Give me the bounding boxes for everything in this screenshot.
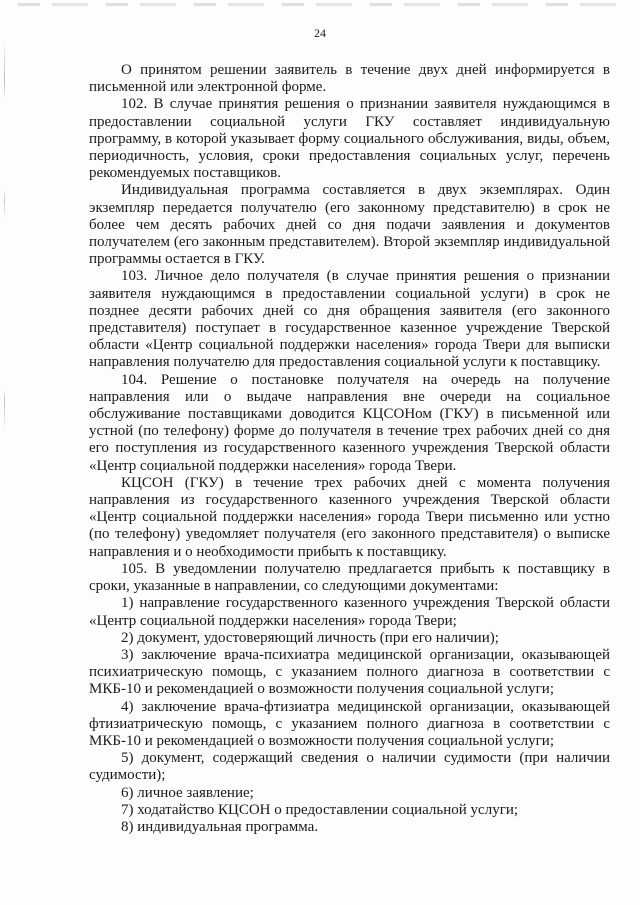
paragraph: КЦСОН (ГКУ) в течение трех рабочих дней с момента получения направления из государственного казенного учреждения Тверской области «Центр социальной поддержки населения» города Твери письменно или устно (по телефону) уведомляет получателя (его законного представителя) о выписке направления и о необходимости прибыть к поставщику. bbox=[89, 474, 610, 560]
paragraph: О принятом решении заявитель в течение двух дней информируется в письменной или электронной форме. bbox=[89, 62, 610, 96]
list-item: 7) ходатайство КЦСОН о предоставлении социальной услуги; bbox=[121, 801, 519, 818]
paragraph: 103. Личное дело получателя (в случае принятия решения о признании заявителя нуждающимся в предоставлении социальной услуги) в срок не позднее десяти рабочих дней со дня обращения заявителя (его законного представителя) поступает в государственное казенное учреждение Тверской области «Центр социальной поддержки населения» города Твери для выписки направления получателю для предоставления социальной услуги к поставщику. bbox=[89, 268, 610, 371]
paragraph: 104. Решение о постановке получателя на очередь на получение направления или о выдаче направления вне очереди на социальное обслуживание поставщиками доводится КЦСОНом (ГКУ) в письменной или устной (по телефону) форме до получателя в течение трех рабочих дней со дня его поступления из государственного казенного учреждения Тверской области «Центр социальной поддержки населения» города Твери. bbox=[89, 371, 610, 474]
paragraph: 102. В случае принятия решения о признании заявителя нуждающимся в предоставлении социальной услуги ГКУ составляет индивидуальную программу, в которой указывает форму социального обслуживания, виды, объем, периодичность, условия, сроки предоставления социальных услуг, перечень рекомендуемых поставщиков. bbox=[89, 96, 610, 182]
paragraph: Индивидуальная программа составляется в двух экземплярах. Один экземпляр передается получателю (его законному представителю) в срок не более чем десять рабочих дней со дня подачи заявления и документов получателем (его законным представителем). Второй экземпляр индивидуальной программы остается в ГКУ. bbox=[89, 182, 610, 268]
page-number: 24 bbox=[314, 26, 326, 40]
list-item: 5) документ, содержащий сведения о наличии судимости (при наличии судимости); bbox=[89, 750, 610, 784]
list-item: 6) личное заявление; bbox=[121, 784, 254, 801]
document-body bbox=[89, 62, 610, 836]
paragraph: 105. В уведомлении получателю предлагается прибыть к поставщику в сроки, указанные в направлении, со следующими документами: bbox=[89, 560, 610, 595]
list-item: 1) направление государственного казенного учреждения Тверской области «Центр социальной поддержки населения» города Твери; bbox=[89, 595, 610, 629]
scan-edge-artifact bbox=[4, 40, 5, 540]
list-item: 3) заключение врача-психиатра медицинской организации, оказывающей психиатрическую помощь, с указанием полного диагноза в соответствии с МКБ-10 и рекомендацией о возможности получения социальной услуги; bbox=[89, 646, 610, 698]
scan-header-artifact bbox=[18, 3, 622, 6]
list-item: 8) индивидуальная программа. bbox=[121, 818, 319, 835]
list-item: 2) документ, удостоверяющий личность (при его наличии); bbox=[121, 629, 499, 646]
list-item: 4) заключение врача-фтизиатра медицинской организации, оказывающей фтизиатрическую помощь, с указанием полного диагноза в соответствии с МКБ-10 и рекомендацией о возможности получения социальной услуги; bbox=[89, 698, 610, 749]
